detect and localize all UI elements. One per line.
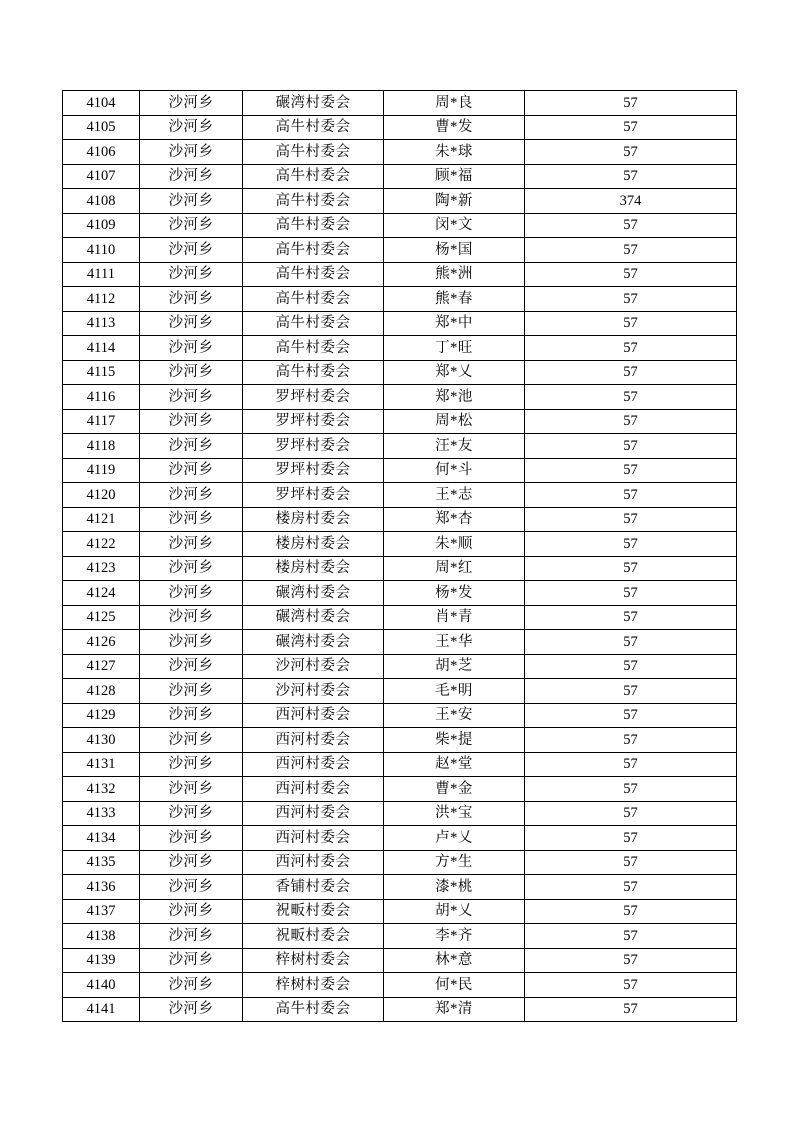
cell-village: 香铺村委会 xyxy=(243,875,384,900)
table-row xyxy=(63,336,737,361)
cell-amount: 57 xyxy=(525,703,737,728)
cell-id: 4137 xyxy=(63,899,140,924)
cell-amount: 57 xyxy=(525,654,737,679)
cell-town: 沙河乡 xyxy=(140,997,243,1022)
table-row xyxy=(63,507,737,532)
cell-name: 柴*提 xyxy=(384,728,525,753)
cell-amount: 57 xyxy=(525,532,737,557)
cell-village: 碾湾村委会 xyxy=(243,581,384,606)
cell-amount: 57 xyxy=(525,875,737,900)
cell-amount: 57 xyxy=(525,630,737,655)
cell-name: 赵*堂 xyxy=(384,752,525,777)
cell-village: 罗坪村委会 xyxy=(243,434,384,459)
cell-town: 沙河乡 xyxy=(140,458,243,483)
cell-name: 方*生 xyxy=(384,850,525,875)
cell-town: 沙河乡 xyxy=(140,630,243,655)
cell-town: 沙河乡 xyxy=(140,679,243,704)
cell-name: 曹*金 xyxy=(384,777,525,802)
cell-name: 郑*池 xyxy=(384,385,525,410)
cell-village: 罗坪村委会 xyxy=(243,458,384,483)
cell-amount: 57 xyxy=(525,140,737,165)
cell-id: 4114 xyxy=(63,336,140,361)
cell-name: 王*华 xyxy=(384,630,525,655)
cell-village: 楼房村委会 xyxy=(243,532,384,557)
table-row xyxy=(63,458,737,483)
cell-amount: 57 xyxy=(525,91,737,116)
cell-village: 西河村委会 xyxy=(243,850,384,875)
cell-amount: 374 xyxy=(525,189,737,214)
cell-town: 沙河乡 xyxy=(140,483,243,508)
cell-id: 4110 xyxy=(63,238,140,263)
cell-town: 沙河乡 xyxy=(140,850,243,875)
cell-village: 沙河村委会 xyxy=(243,654,384,679)
cell-id: 4121 xyxy=(63,507,140,532)
cell-village: 高牛村委会 xyxy=(243,311,384,336)
cell-village: 碾湾村委会 xyxy=(243,91,384,116)
cell-amount: 57 xyxy=(525,777,737,802)
cell-town: 沙河乡 xyxy=(140,826,243,851)
cell-village: 高牛村委会 xyxy=(243,238,384,263)
cell-amount: 57 xyxy=(525,164,737,189)
cell-id: 4104 xyxy=(63,91,140,116)
cell-village: 高牛村委会 xyxy=(243,336,384,361)
cell-village: 梓树村委会 xyxy=(243,973,384,998)
cell-village: 西河村委会 xyxy=(243,728,384,753)
cell-town: 沙河乡 xyxy=(140,924,243,949)
cell-id: 4109 xyxy=(63,213,140,238)
table-row xyxy=(63,826,737,851)
cell-name: 陶*新 xyxy=(384,189,525,214)
cell-village: 碾湾村委会 xyxy=(243,630,384,655)
cell-id: 4139 xyxy=(63,948,140,973)
cell-id: 4141 xyxy=(63,997,140,1022)
cell-name: 熊*春 xyxy=(384,287,525,312)
cell-id: 4130 xyxy=(63,728,140,753)
cell-amount: 57 xyxy=(525,605,737,630)
cell-amount: 57 xyxy=(525,581,737,606)
table-row xyxy=(63,777,737,802)
cell-name: 杨*发 xyxy=(384,581,525,606)
table-row xyxy=(63,91,737,116)
cell-amount: 57 xyxy=(525,458,737,483)
cell-amount: 57 xyxy=(525,262,737,287)
cell-name: 周*红 xyxy=(384,556,525,581)
cell-town: 沙河乡 xyxy=(140,728,243,753)
table-row xyxy=(63,605,737,630)
beneficiary-table xyxy=(62,90,737,1022)
table-row xyxy=(63,262,737,287)
table-row xyxy=(63,213,737,238)
cell-id: 4132 xyxy=(63,777,140,802)
cell-amount: 57 xyxy=(525,826,737,851)
cell-town: 沙河乡 xyxy=(140,532,243,557)
cell-name: 熊*洲 xyxy=(384,262,525,287)
cell-village: 碾湾村委会 xyxy=(243,605,384,630)
cell-amount: 57 xyxy=(525,948,737,973)
cell-amount: 57 xyxy=(525,385,737,410)
cell-town: 沙河乡 xyxy=(140,287,243,312)
table-row xyxy=(63,434,737,459)
cell-id: 4129 xyxy=(63,703,140,728)
cell-name: 何*斗 xyxy=(384,458,525,483)
cell-amount: 57 xyxy=(525,752,737,777)
cell-id: 4138 xyxy=(63,924,140,949)
cell-name: 周*良 xyxy=(384,91,525,116)
cell-id: 4113 xyxy=(63,311,140,336)
table-row xyxy=(63,752,737,777)
cell-name: 汪*友 xyxy=(384,434,525,459)
table-row xyxy=(63,532,737,557)
table-row xyxy=(63,850,737,875)
cell-town: 沙河乡 xyxy=(140,336,243,361)
table-row xyxy=(63,973,737,998)
cell-village: 高牛村委会 xyxy=(243,997,384,1022)
table-row xyxy=(63,703,737,728)
cell-town: 沙河乡 xyxy=(140,899,243,924)
cell-id: 4126 xyxy=(63,630,140,655)
table-row xyxy=(63,483,737,508)
table-row xyxy=(63,556,737,581)
table-row xyxy=(63,311,737,336)
table-row xyxy=(63,875,737,900)
cell-name: 闵*文 xyxy=(384,213,525,238)
cell-id: 4118 xyxy=(63,434,140,459)
cell-id: 4122 xyxy=(63,532,140,557)
cell-amount: 57 xyxy=(525,238,737,263)
cell-town: 沙河乡 xyxy=(140,164,243,189)
cell-town: 沙河乡 xyxy=(140,948,243,973)
cell-name: 胡*乂 xyxy=(384,899,525,924)
cell-name: 何*民 xyxy=(384,973,525,998)
cell-name: 毛*明 xyxy=(384,679,525,704)
cell-town: 沙河乡 xyxy=(140,91,243,116)
cell-amount: 57 xyxy=(525,409,737,434)
cell-town: 沙河乡 xyxy=(140,115,243,140)
cell-amount: 57 xyxy=(525,360,737,385)
cell-village: 楼房村委会 xyxy=(243,507,384,532)
cell-amount: 57 xyxy=(525,850,737,875)
cell-town: 沙河乡 xyxy=(140,238,243,263)
cell-id: 4136 xyxy=(63,875,140,900)
cell-village: 高牛村委会 xyxy=(243,164,384,189)
cell-name: 肖*青 xyxy=(384,605,525,630)
cell-amount: 57 xyxy=(525,997,737,1022)
cell-village: 楼房村委会 xyxy=(243,556,384,581)
cell-town: 沙河乡 xyxy=(140,360,243,385)
cell-village: 高牛村委会 xyxy=(243,140,384,165)
cell-name: 漆*桃 xyxy=(384,875,525,900)
cell-id: 4115 xyxy=(63,360,140,385)
cell-id: 4117 xyxy=(63,409,140,434)
cell-id: 4111 xyxy=(63,262,140,287)
cell-id: 4106 xyxy=(63,140,140,165)
cell-amount: 57 xyxy=(525,115,737,140)
cell-village: 高牛村委会 xyxy=(243,189,384,214)
cell-amount: 57 xyxy=(525,311,737,336)
cell-name: 李*齐 xyxy=(384,924,525,949)
cell-id: 4134 xyxy=(63,826,140,851)
cell-amount: 57 xyxy=(525,336,737,361)
cell-name: 郑*乂 xyxy=(384,360,525,385)
cell-village: 高牛村委会 xyxy=(243,287,384,312)
cell-name: 洪*宝 xyxy=(384,801,525,826)
cell-town: 沙河乡 xyxy=(140,507,243,532)
cell-name: 卢*乂 xyxy=(384,826,525,851)
cell-id: 4107 xyxy=(63,164,140,189)
cell-village: 西河村委会 xyxy=(243,801,384,826)
table-row xyxy=(63,360,737,385)
cell-id: 4127 xyxy=(63,654,140,679)
cell-town: 沙河乡 xyxy=(140,703,243,728)
cell-id: 4105 xyxy=(63,115,140,140)
cell-id: 4140 xyxy=(63,973,140,998)
cell-name: 杨*国 xyxy=(384,238,525,263)
cell-id: 4133 xyxy=(63,801,140,826)
cell-amount: 57 xyxy=(525,728,737,753)
cell-id: 4119 xyxy=(63,458,140,483)
cell-village: 西河村委会 xyxy=(243,752,384,777)
cell-name: 王*安 xyxy=(384,703,525,728)
cell-town: 沙河乡 xyxy=(140,654,243,679)
cell-village: 高牛村委会 xyxy=(243,115,384,140)
cell-town: 沙河乡 xyxy=(140,140,243,165)
cell-town: 沙河乡 xyxy=(140,409,243,434)
table-row xyxy=(63,189,737,214)
table-body xyxy=(63,91,737,1022)
cell-village: 西河村委会 xyxy=(243,777,384,802)
cell-amount: 57 xyxy=(525,507,737,532)
cell-name: 顾*福 xyxy=(384,164,525,189)
table-row xyxy=(63,924,737,949)
cell-town: 沙河乡 xyxy=(140,801,243,826)
cell-id: 4124 xyxy=(63,581,140,606)
table-row xyxy=(63,630,737,655)
table-row xyxy=(63,409,737,434)
cell-village: 沙河村委会 xyxy=(243,679,384,704)
cell-town: 沙河乡 xyxy=(140,777,243,802)
cell-id: 4128 xyxy=(63,679,140,704)
cell-village: 高牛村委会 xyxy=(243,213,384,238)
table-row xyxy=(63,948,737,973)
cell-amount: 57 xyxy=(525,973,737,998)
cell-town: 沙河乡 xyxy=(140,385,243,410)
cell-id: 4135 xyxy=(63,850,140,875)
cell-town: 沙河乡 xyxy=(140,605,243,630)
table-row xyxy=(63,238,737,263)
cell-town: 沙河乡 xyxy=(140,752,243,777)
cell-village: 高牛村委会 xyxy=(243,262,384,287)
cell-id: 4112 xyxy=(63,287,140,312)
table-row xyxy=(63,581,737,606)
cell-name: 朱*球 xyxy=(384,140,525,165)
cell-village: 西河村委会 xyxy=(243,826,384,851)
table-row xyxy=(63,997,737,1022)
cell-town: 沙河乡 xyxy=(140,213,243,238)
cell-name: 朱*顺 xyxy=(384,532,525,557)
table-row xyxy=(63,115,737,140)
cell-name: 胡*芝 xyxy=(384,654,525,679)
cell-amount: 57 xyxy=(525,899,737,924)
cell-id: 4131 xyxy=(63,752,140,777)
cell-id: 4125 xyxy=(63,605,140,630)
cell-amount: 57 xyxy=(525,679,737,704)
cell-village: 祝畈村委会 xyxy=(243,899,384,924)
cell-name: 周*松 xyxy=(384,409,525,434)
cell-amount: 57 xyxy=(525,287,737,312)
cell-village: 罗坪村委会 xyxy=(243,409,384,434)
cell-town: 沙河乡 xyxy=(140,311,243,336)
table-row xyxy=(63,140,737,165)
cell-amount: 57 xyxy=(525,924,737,949)
cell-amount: 57 xyxy=(525,801,737,826)
cell-name: 郑*杏 xyxy=(384,507,525,532)
cell-town: 沙河乡 xyxy=(140,875,243,900)
cell-village: 罗坪村委会 xyxy=(243,385,384,410)
cell-id: 4123 xyxy=(63,556,140,581)
cell-village: 梓树村委会 xyxy=(243,948,384,973)
cell-name: 林*意 xyxy=(384,948,525,973)
table-row xyxy=(63,654,737,679)
cell-village: 西河村委会 xyxy=(243,703,384,728)
cell-village: 祝畈村委会 xyxy=(243,924,384,949)
cell-town: 沙河乡 xyxy=(140,189,243,214)
table-row xyxy=(63,899,737,924)
cell-town: 沙河乡 xyxy=(140,434,243,459)
cell-village: 罗坪村委会 xyxy=(243,483,384,508)
cell-village: 高牛村委会 xyxy=(243,360,384,385)
cell-name: 郑*中 xyxy=(384,311,525,336)
cell-town: 沙河乡 xyxy=(140,973,243,998)
cell-name: 郑*清 xyxy=(384,997,525,1022)
cell-amount: 57 xyxy=(525,483,737,508)
table-row xyxy=(63,728,737,753)
cell-amount: 57 xyxy=(525,213,737,238)
cell-town: 沙河乡 xyxy=(140,556,243,581)
cell-town: 沙河乡 xyxy=(140,262,243,287)
table-row xyxy=(63,679,737,704)
table-row xyxy=(63,801,737,826)
cell-name: 丁*旺 xyxy=(384,336,525,361)
cell-id: 4116 xyxy=(63,385,140,410)
cell-amount: 57 xyxy=(525,556,737,581)
cell-id: 4108 xyxy=(63,189,140,214)
cell-name: 王*志 xyxy=(384,483,525,508)
cell-amount: 57 xyxy=(525,434,737,459)
cell-town: 沙河乡 xyxy=(140,581,243,606)
table-row xyxy=(63,385,737,410)
table-row xyxy=(63,287,737,312)
table-row xyxy=(63,164,737,189)
cell-name: 曹*发 xyxy=(384,115,525,140)
cell-id: 4120 xyxy=(63,483,140,508)
